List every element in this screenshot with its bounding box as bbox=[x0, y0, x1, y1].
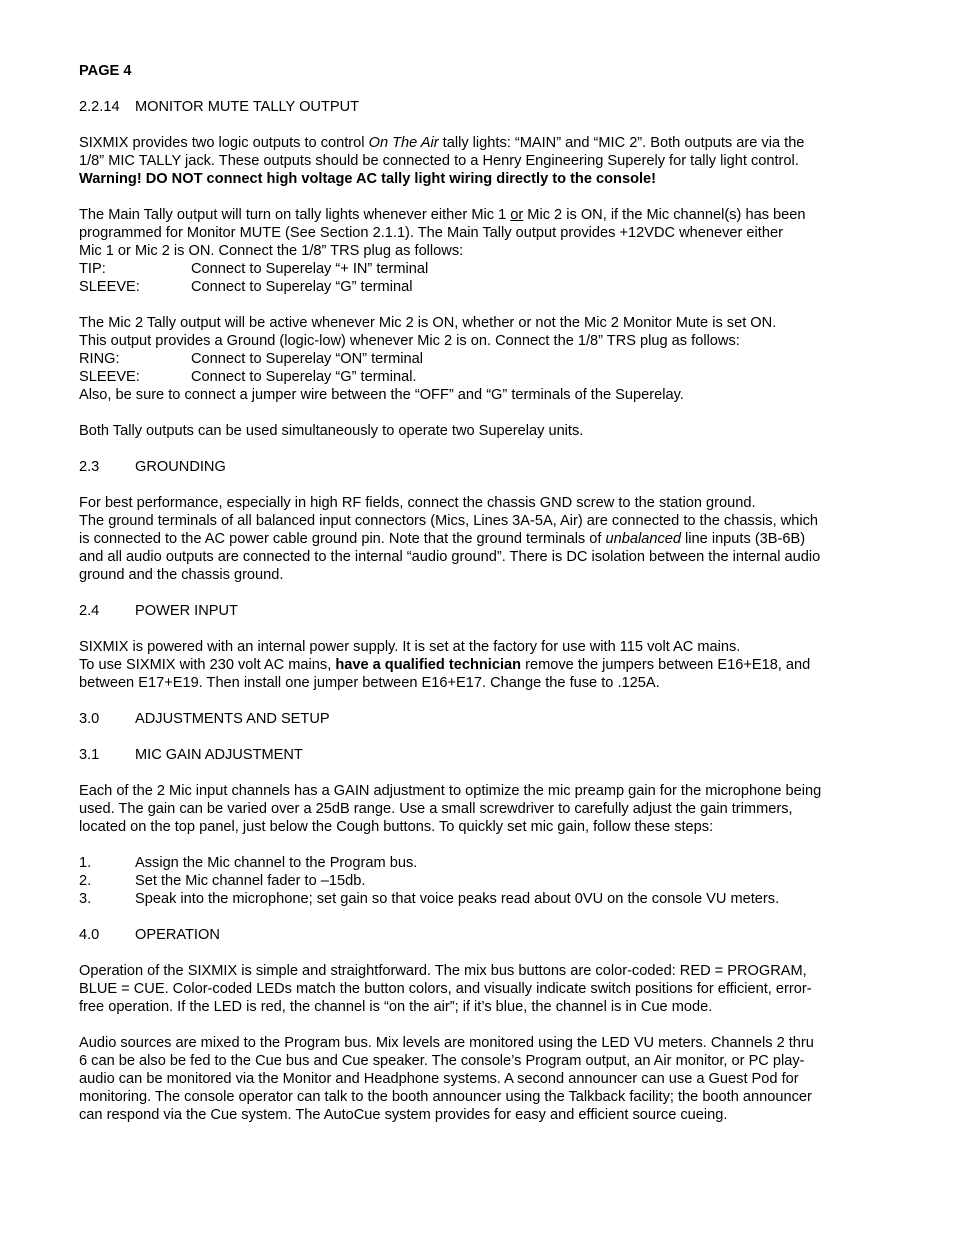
list-item: 1. Assign the Mic channel to the Program bus. bbox=[79, 855, 418, 871]
section-heading-2-2-14 bbox=[79, 98, 879, 116]
section-heading-3-0 bbox=[79, 710, 879, 728]
section-number: 3.1 bbox=[79, 747, 100, 763]
paragraph-mic-gain: Each of the 2 Mic input channels has a GAIN adjustment to optimize the mic preamp gain for the microphone being used. The gain can be varied over a 25dB range. Use a small screwdriver to carefully adjust the gain trimmers, located on the top panel, just below the Cough buttons. To quickly set mic gain, follow these steps: bbox=[79, 783, 822, 835]
wiring-row: SLEEVE: Connect to Superelay “G” terminal bbox=[79, 279, 413, 295]
section-heading-4-0 bbox=[79, 926, 879, 944]
section-title: GROUNDING bbox=[135, 459, 226, 475]
wiring-row: SLEEVE: Connect to Superelay “G” terminal. bbox=[79, 369, 417, 385]
steps-list bbox=[79, 854, 879, 908]
document-page bbox=[79, 62, 879, 1142]
paragraph-grounding: For best performance, especially in high RF fields, connect the chassis GND screw to the station ground. The ground terminals of all balanced input connectors (Mics, Lines 3A-5A, Air) are connected to the chassis, which is connected to the AC power cable ground pin. Note that the ground terminals of unbalanced line inputs (3B-6B) and all audio outputs are connected to the internal “audio ground”. There is DC isolation between the internal audio ground and the chassis ground. bbox=[79, 495, 821, 583]
list-item: 3. Speak into the microphone; set gain so that voice peaks read about 0VU on the console VU meters. bbox=[79, 891, 780, 907]
paragraph-mic2-tally: The Mic 2 Tally output will be active whenever Mic 2 is ON, whether or not the Mic 2 Monitor Mute is set ON. This output provides a Ground (logic-low) whenever Mic 2 is on. Connect the 1/8” TRS plug as follows: RING: Connect to Superelay “ON” terminal SLEEVE: Connect to Superelay “G” terminal. Also, be sure to connect a jumper wire between the “OFF” and “G” terminals of the Superelay. bbox=[79, 314, 879, 404]
warning-text: Warning! DO NOT connect high voltage AC tally light wiring directly to the console! bbox=[79, 171, 657, 187]
section-heading-2-3 bbox=[79, 458, 879, 476]
wiring-row: TIP: Connect to Superelay “+ IN” terminal bbox=[79, 261, 429, 277]
paragraph-audio-sources: Audio sources are mixed to the Program bus. Mix levels are monitored using the LED VU meters. Channels 2 thru 6 can be also be fed to the Cue bus and Cue speaker. The console’s Program output, an Air monitor, or PC play- audio can be monitored via the Monitor and Headphone systems. A second announcer can use a Guest Pod for monitoring. The console operator can talk to the booth announcer using the Talkback facility; the booth announcer can respond via the Cue system. The AutoCue system provides for easy and efficient source cueing. bbox=[79, 1035, 814, 1123]
page-label: PAGE 4 bbox=[79, 63, 132, 79]
paragraph-operation: Operation of the SIXMIX is simple and straightforward. The mix bus buttons are color-coded: RED = PROGRAM, BLUE = CUE. Color-coded LEDs match the button colors, and visually indicate switch positions for efficient, error- free operation. If the LED is red, the channel is “on the air”; if it’s blue, the channel is in Cue mode. bbox=[79, 963, 812, 1015]
paragraph-tally-intro: SIXMIX provides two logic outputs to control On The Air tally lights: “MAIN” and “MIC 2”. Both outputs are via the 1/8” MIC TALLY jack. These outputs should be connected to a Henry Engineering Superely for tally light control. Warning! DO NOT connect high voltage AC tally light wiring directly to the console! bbox=[79, 134, 879, 188]
section-title: POWER INPUT bbox=[135, 603, 238, 619]
wiring-row: RING: Connect to Superelay “ON” terminal bbox=[79, 351, 423, 367]
section-title: ADJUSTMENTS AND SETUP bbox=[135, 711, 330, 727]
section-title: MIC GAIN ADJUSTMENT bbox=[135, 747, 303, 763]
section-heading-2-4 bbox=[79, 602, 879, 620]
section-title: MONITOR MUTE TALLY OUTPUT bbox=[135, 99, 360, 115]
section-number: 4.0 bbox=[79, 927, 100, 943]
list-item: 2. Set the Mic channel fader to –15db. bbox=[79, 873, 366, 889]
section-number: 2.3 bbox=[79, 459, 100, 475]
paragraph-main-tally: The Main Tally output will turn on tally lights whenever either Mic 1 or Mic 2 is ON, if the Mic channel(s) has been programmed for Monitor MUTE (See Section 2.1.1). The Main Tally output provides +12VDC whenever either Mic 1 or Mic 2 is ON. Connect the 1/8” TRS plug as follows: TIP: Connect to Superelay “+ IN” terminal SLEEVE: Connect to Superelay “G” terminal bbox=[79, 206, 879, 296]
section-heading-3-1 bbox=[79, 746, 879, 764]
section-number: 2.2.14 bbox=[79, 99, 120, 115]
section-title: OPERATION bbox=[135, 927, 220, 943]
paragraph-both-tally: Both Tally outputs can be used simultaneously to operate two Superelay units. bbox=[79, 423, 584, 439]
section-number: 3.0 bbox=[79, 711, 100, 727]
section-number: 2.4 bbox=[79, 603, 100, 619]
paragraph-power: SIXMIX is powered with an internal power supply. It is set at the factory for use with 115 volt AC mains. To use SIXMIX with 230 volt AC mains, have a qualified technician remove the jumpers between E16+E18, and between E17+E19. Then install one jumper between E16+E17. Change the fuse to .125A. bbox=[79, 639, 811, 691]
